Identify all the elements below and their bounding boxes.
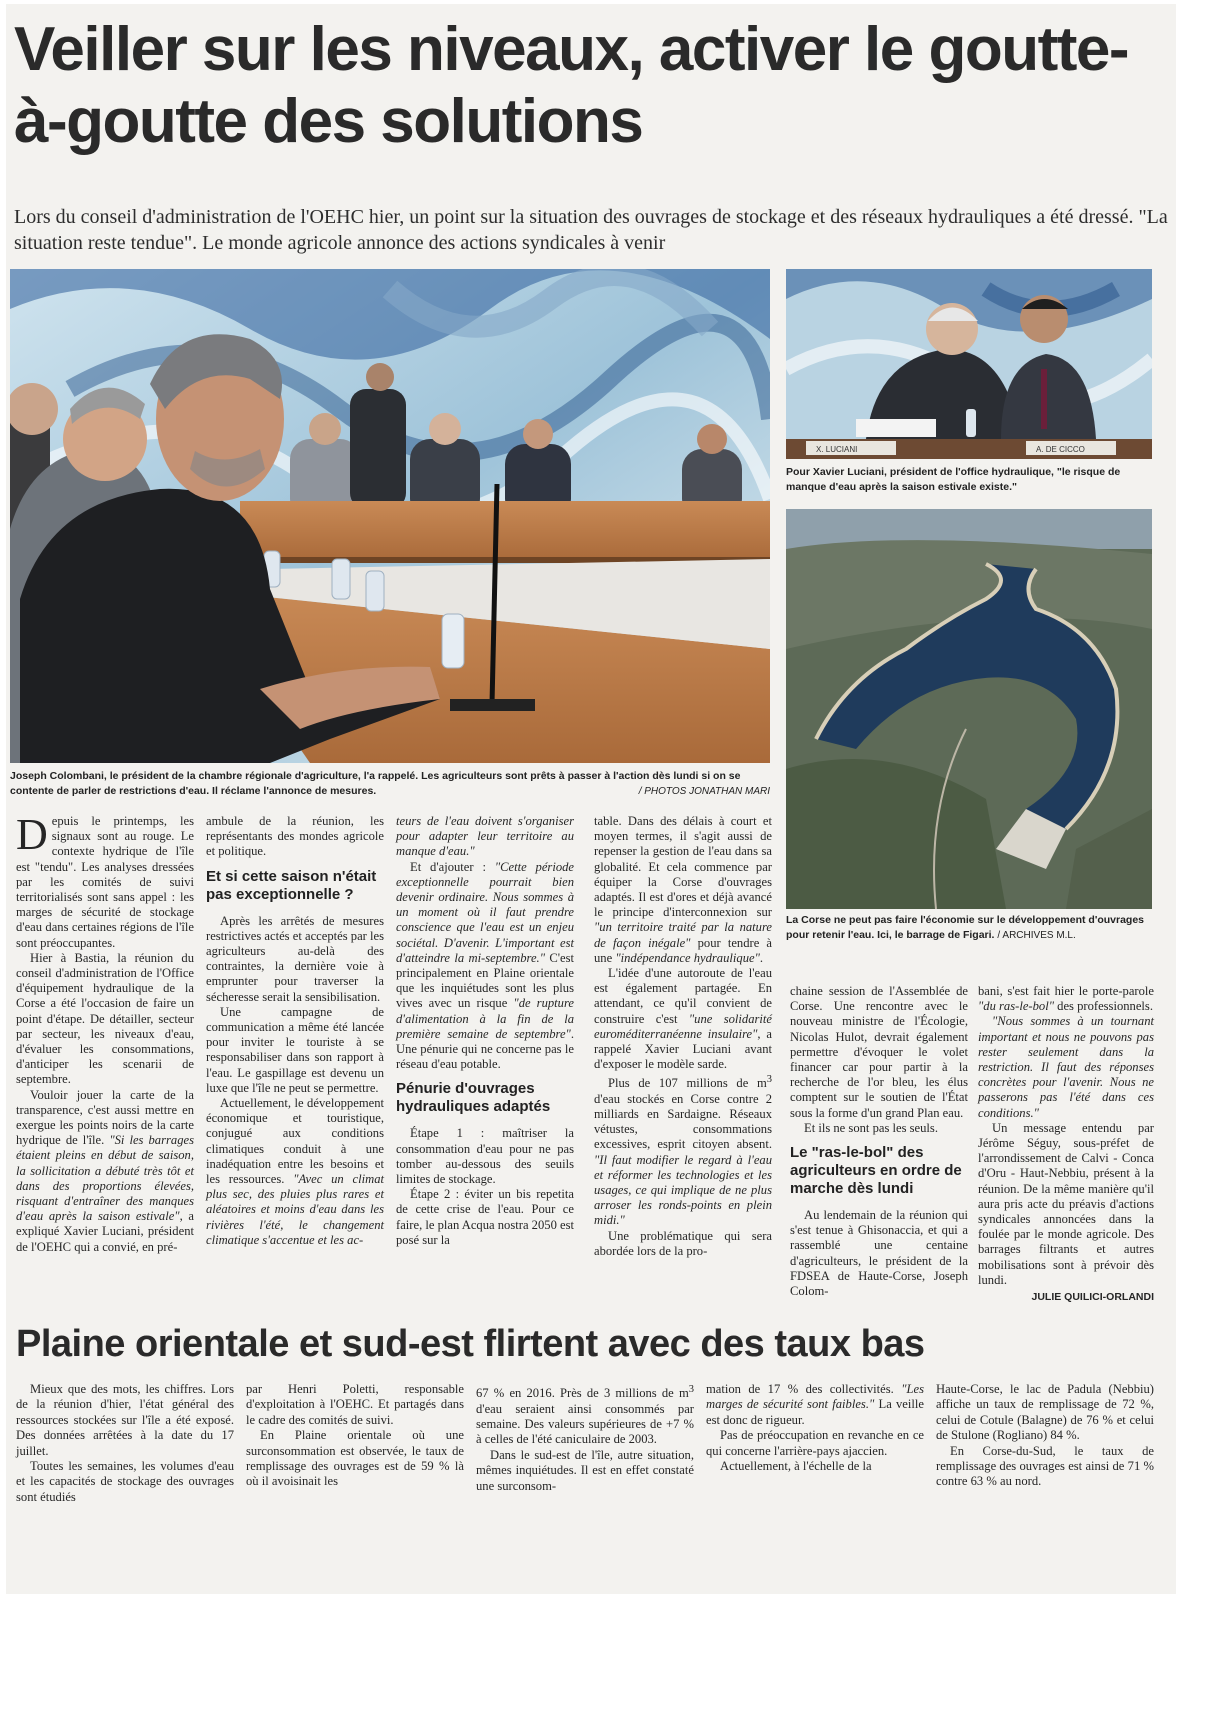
main-photo-caption: Joseph Colombani, le président de la chambre régionale d'agriculture, l'a rappelé. Les agriculteurs sont prêts à passer à l'action dès lundi si on se contente de parler de restrictions d'eau. Il réclame l'annonce de mesures. / PHOTOS JONATHAN MARI <box>10 770 770 797</box>
dam-photo <box>786 509 1152 909</box>
second-col-5: Haute-Corse, le lac de Padula (Nebbiu) affiche un taux de remplissage de 72 %, celui de Cotule (Balagne) de 76 % et celui de Stulone (Rogliano) 84 %. En Corse-du-Sud, le taux de remplissage des ouvrages est ainsi de 71 % contre 63 % au nord. <box>936 1382 1154 1489</box>
subhead-saison: Et si cette saison n'était pas exceptionnelle ? <box>206 867 377 903</box>
subhead-penurie: Pénurie d'ouvrages hydrauliques adaptés <box>396 1080 551 1116</box>
headline: Veiller sur les niveaux, activer le goutte-à-goutte des solutions <box>14 15 1129 156</box>
article-col-6: bani, s'est fait hier le porte-parole "du ras-le-bol" des professionnels. "Nous sommes à un tournant important et nous ne pouvons pas rester seulement dans la restriction. Il faut des réponses concrètes pour l'avenir. Nous ne passerons pas l'été dans ces conditions." Un message entendu par Jérôme Séguy, sous-préfet de l'arrondissement de Calvi - Conca d'Oru - Haut-Nebbiu, présent à la réunion. De la même manière qu'il aura pris acte du préavis d'actions syndicales annoncées dans la foulée par le monde agricole. Des barrages filtrants et autres mobilisations sont à prévoir dès lundi. JULIE QUILICI-ORLANDI <box>978 984 1154 1305</box>
article-col-4: table. Dans des délais à court et moyen termes, il s'agit aussi de repenser la gestion de l'eau dans sa globalité. Et cela commence par équiper la Corse d'ouvrages adaptés. Il est d'ores et déjà avancé le principe d'interconnexion sur "un territoire traité par la nature de façon inégale" pour tendre à une "indépendance hydraulique". L'idée d'une autoroute de l'eau est également partagée. En attendant, ce qu'il convient de construire c'est "une solidarité euroméditerranéenne insulaire", a rappelé Xavier Luciani avant d'exposer le modèle sarde. Plus de 107 millions de $m^3$ d'eau stockés en Corse contre 2 milliards en Sardaigne. Réseaux vétustes, consommations excessives, esprit citoyen absent. "Il faut modifier le regard à l'eau et réformer les technologies et les usages, ce qui implique de ne plus arroser les ronds-points en plein midi." Une problématique qui sera abordée lors de la pro- <box>594 814 772 1258</box>
second-headline: Plaine orientale et sud-est flirtent avec des taux bas <box>16 1323 925 1365</box>
dam-caption: La Corse ne peut pas faire l'économie sur le développement d'ouvrages pour retenir l'eau. Ici, le barrage de Figari. / ARCHIVES M.L. <box>786 914 1145 941</box>
subhead-ras-le-bol: Le "ras-le-bol" des agriculteurs en ordre de marche dès lundi <box>790 1144 962 1198</box>
newspaper-page <box>6 4 1176 1594</box>
second-col-1: Mieux que des mots, les chiffres. Lors de la réunion d'hier, l'état général des ressources stockées sur l'île a été exposé. Des données arrêtées à la date du 17 juillet. Toutes les semaines, les volumes d'eau et les capacités de stockage des ouvrages sont étudiés <box>16 1382 234 1504</box>
second-col-4: mation de 17 % des collectivités. "Les marges de sécurité sont faibles." La veille est donc de rigueur. Pas de préoccupation en revanche en ce qui concerne l'arrière-pays ajaccien. Actuellement, à l'échelle de la <box>706 1382 924 1474</box>
article-col-3: teurs de l'eau doivent s'organiser pour adapter leur territoire au manque d'eau." Et d'ajouter : "Cette période exceptionnelle pourrait bien devenir ordinaire. Nous sommes à un moment où il faut prendre conscience que l'eau est un enjeu sociétal. D'avenir. L'important est d'atteindre la mi-septembre." C'est principalement en Plaine orientale que les inquiétudes sont les plus vives avec un risque "de rupture d'alimentation à la fin de la première semaine de septembre". Une pénurie qui ne concerne pas le réseau d'eau potable. Pénurie d'ouvrages hydrauliques adaptés Étape 1 : maîtriser la consommation d'eau pour ne pas tomber au-dessous des seuils limites de stockage. Étape 2 : éviter un bis repetita de cette crise de l'eau. Pour ce faire, le plan Acqua nostra 2050 est posé sur la <box>396 814 575 1247</box>
dam-credit: / ARCHIVES M.L. <box>997 930 1076 941</box>
main-photo-credit: / PHOTOS JONATHAN MARI <box>638 786 770 797</box>
main-photo <box>10 269 770 763</box>
article-col-2: ambule de la réunion, les représentants des mondes agricole et politique. Et si cette saison n'était pas exceptionnelle ? Après les arrêtés de mesures restrictives actés et acceptés par les agriculteurs au-delà des contraintes, la dernière voie à emprunter pour traverser la sécheresse serait la sensibilisation. Une campagne de communication a même été lancée pour inviter le touriste à se responsabiliser dans son rapport à l'eau. Le gaspillage est devenu un luxe que l'île ne peut se permettre. Actuellement, le développement économique et touristique, conjugué aux conditions climatiques conduit à une inadéquation entre les besoins et les ressources. "Avec un climat plus sec, des pluies plus rares et aléatoires et moins d'eau dans les rivières l'été, le changement climatique s'accentue et les ac- <box>206 814 384 1247</box>
article-col-1: Depuis le printemps, les signaux sont au rouge. Le contexte hydrique de l'île est "tendu". Les analyses dressées par les comités de suivi territorialisés sont sans appel : les marges de sécurité de stockage d'eau dans certaines régions de l'île sont préoccupantes. Hier à Bastia, la réunion du conseil d'administration de l'Office d'équipement hydraulique de la Corse a été l'occasion de faire un point d'étape. De détailler, secteur par secteur, les niveaux d'eau, d'évaluer les consommations, d'anticiper les scenarii de septembre. Vouloir jouer la carte de la transparence, c'est aussi mettre en exergue les points noirs de la carte hydrique de l'île. "Si les barrages étaient pleins en début de saison, la sollicitation a débuté très tôt et dans des proportions élevées, risquant d'entraîner des manques d'eau après la saison estivale", a expliqué Xavier Luciani, président de l'OEHC qui a convié, en pré- <box>16 810 195 1254</box>
nameplate-de-cicco: A. DE CICCO <box>1036 445 1085 454</box>
dropcap: D <box>16 810 48 859</box>
second-col-2: par Henri Poletti, responsable d'exploitation à l'OEHC. Et partagés dans le cadre des comités de suivi. En Plaine orientale où une surconsommation est observée, le taux de remplissage des ouvrages est de 59 % là où il avoisinait les <box>246 1382 464 1489</box>
chapo: Lors du conseil d'administration de l'OEHC hier, un point sur la situation des ouvrages de stockage et des réseaux hydrauliques a été dressé. "La situation reste tendue". Le monde agricole annonce des actions syndicales à venir <box>14 206 1168 254</box>
luciani-caption: Pour Xavier Luciani, président de l'office hydraulique, "le risque de manque d'eau après la saison estivale existe." <box>786 466 1121 493</box>
luciani-photo <box>786 269 1152 459</box>
nameplate-luciani: X. LUCIANI <box>816 445 858 454</box>
second-col-3: 67 % en 2016. Près de 3 millions de $m^3$ d'eau seraient ainsi consommés par semaine. Des valeurs supérieures de +7 % à celles de l'été caniculaire de 2003. Dans le sud-est de l'île, autre situation, mêmes inquiétudes. Il est en effet constaté une surconsom- <box>476 1384 694 1493</box>
signature: JULIE QUILICI-ORLANDI <box>1031 1291 1154 1304</box>
article-col-5: chaine session de l'Assemblée de Corse. Une rencontre avec le nouveau ministre de l'Écologie, Nicolas Hulot, devrait également permettre d'évoquer le volet financer car pour partir à la recherche de l'or bleu, les élus comptent sur le soutien de l'État sous la forme d'un grand Plan eau. Et ils ne sont pas les seuls. Le "ras-le-bol" des agriculteurs en ordre de marche dès lundi Au lendemain de la réunion qui s'est tenue à Ghisonaccia, et qui a rassemblé une centaine d'agriculteurs, le président de la FDSEA de Haute-Corse, Joseph Colom- <box>790 984 968 1299</box>
